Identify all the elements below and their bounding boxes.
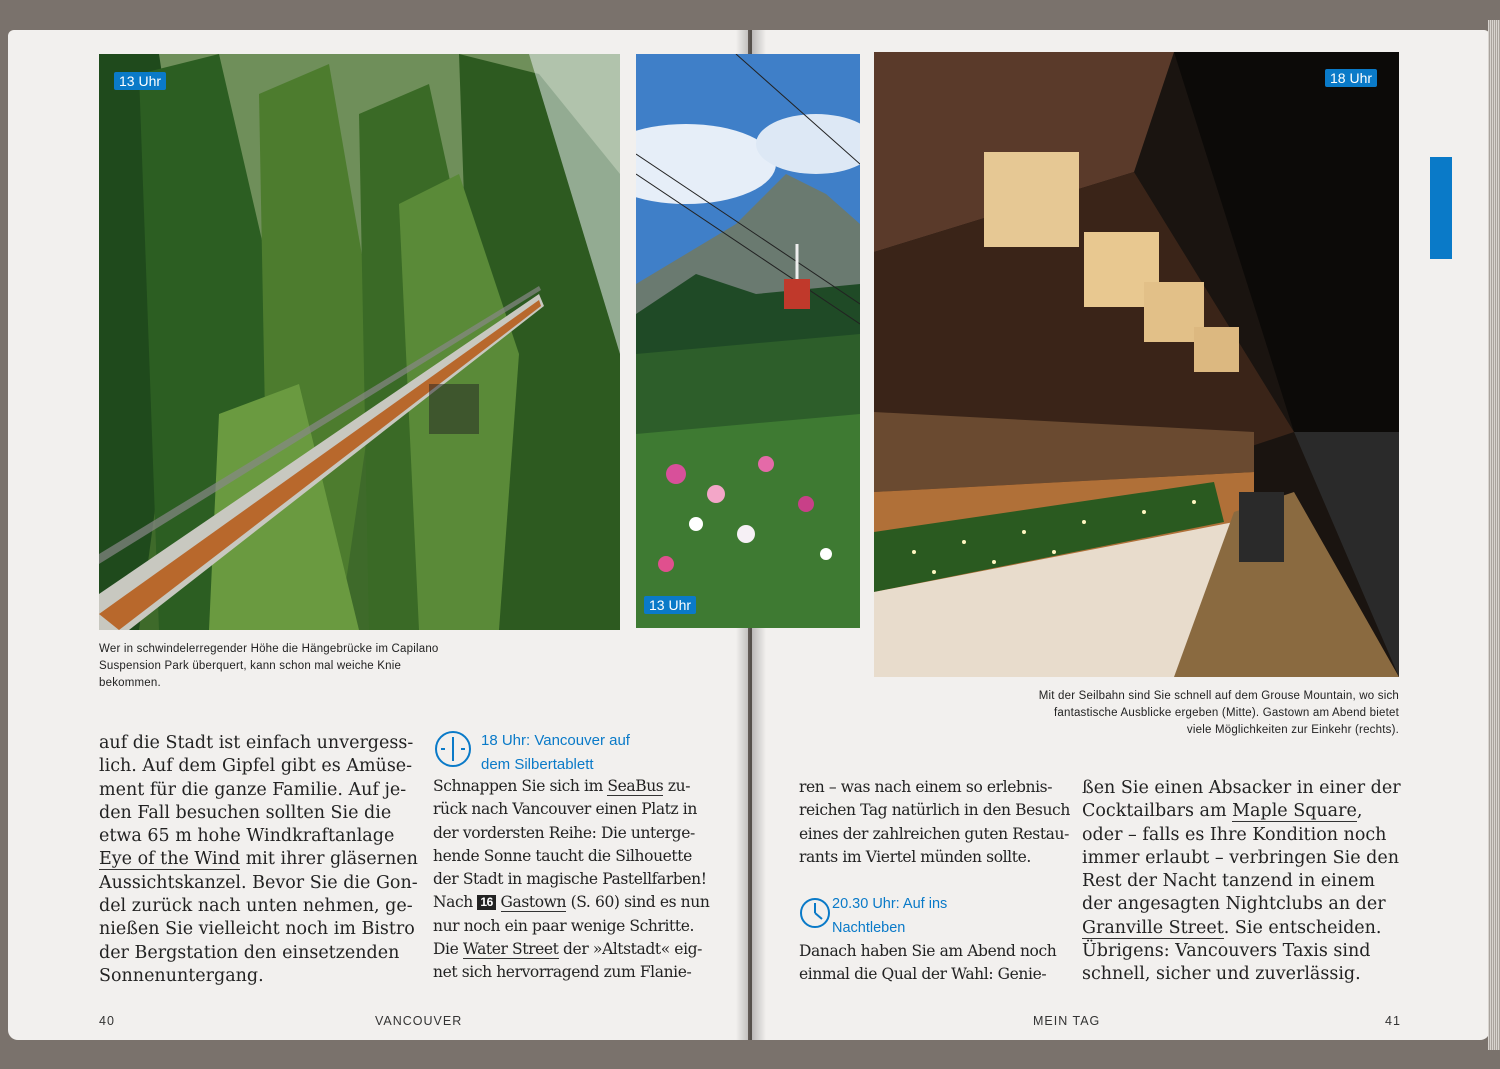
text-line (99, 848, 418, 871)
time-tag: 13 Uhr (644, 596, 696, 614)
caption-line: viele Möglichkeiten zur Einkehr (rechts). (1186, 724, 1399, 736)
text-fragment: Schnappen Sie sich im (433, 777, 608, 795)
text-line: Aussichtskanzel. Bevor Sie die Gon- (99, 872, 418, 893)
link-gastown[interactable]: Gastown (500, 893, 567, 912)
column-3-text (799, 776, 1070, 869)
text-fragment: Cocktailbars am (1082, 801, 1233, 822)
text-line: der vordersten Reihe: Die unterge- (433, 823, 695, 842)
caption-right (1039, 688, 1399, 739)
text-line: Sonnenuntergang. (99, 965, 264, 986)
text-line: auf die Stadt ist einfach unvergess- (99, 733, 414, 753)
page-edges (1488, 20, 1500, 1050)
text-line: oder – falls es Ihre Kondition noch (1082, 824, 1387, 845)
sight-number-badge: 16 (477, 895, 496, 910)
caption-line: Wer in schwindelerregender Höhe die Hängebrücke im Capilano (99, 643, 439, 655)
heading-line: 20.30 Uhr: Auf ins (832, 896, 948, 912)
text-line (433, 938, 709, 961)
text-line: rück nach Vancouver einen Platz in (433, 800, 697, 819)
clock-icon (799, 894, 831, 932)
text-fragment: , (1356, 801, 1363, 822)
text-line: reichen Tag natürlich in den Besuch (799, 801, 1070, 820)
photo-gastown-night (874, 52, 1399, 677)
text-line: etwa 65 m hohe Windkraftanlage (99, 826, 395, 847)
heading-line: 18 Uhr: Vancouver auf (481, 732, 630, 749)
text-fragment: der »Altstadt« eig- (558, 940, 702, 959)
text-fragment: mit ihrer gläsernen (240, 849, 418, 870)
heading-line: Nachtleben (832, 919, 906, 936)
column-2-text (433, 775, 709, 985)
text-line: ßen Sie einen Absacker in einer der (1082, 778, 1401, 798)
text-fragment: (S. 60) sind es nun (566, 893, 710, 912)
text-fragment: zu- (663, 777, 691, 795)
text-line: Danach haben Sie am Abend noch (799, 942, 1057, 960)
column-3-text-continued (799, 940, 1056, 987)
text-line: nur noch ein paar wenige Schritte. (433, 916, 694, 935)
text-fragment: . Sie entscheiden. (1223, 917, 1382, 938)
time-tag: 18 Uhr (1325, 69, 1377, 87)
running-title-left: VANCOUVER (375, 1014, 463, 1028)
text-line: immer erlaubt – verbringen Sie den (1082, 847, 1399, 868)
text-fragment (496, 893, 501, 911)
photo-gondola (636, 54, 860, 628)
clock-icon (433, 730, 475, 768)
section-heading-18-uhr (481, 729, 630, 776)
text-line: ren – was nach einem so erlebnis- (799, 778, 1053, 796)
link-seabus[interactable]: SeaBus (607, 777, 664, 795)
text-fragment: Die (433, 940, 463, 959)
text-line: der Bergstation den einsetzenden (99, 942, 400, 963)
running-title-right: MEIN TAG (1033, 1014, 1101, 1028)
link-eye-of-the-wind[interactable]: Eye of the Wind (99, 849, 241, 870)
time-tag: 13 Uhr (114, 72, 166, 90)
text-line: den Fall besuchen sollten Sie die (99, 802, 392, 823)
text-line (1082, 917, 1401, 940)
photo-suspension-bridge (99, 54, 620, 630)
caption-line: fantastische Ausblicke ergeben (Mitte). Gastown am Abend bietet (1053, 707, 1399, 719)
page-number-right: 41 (1385, 1014, 1401, 1028)
column-1-text (99, 732, 418, 988)
text-line: der Stadt in magische Pastellfarben! (433, 870, 707, 889)
link-water-street[interactable]: Water Street (462, 940, 559, 959)
caption-line: Mit der Seilbahn sind Sie schnell auf dem Grouse Mountain, wo sich (1038, 690, 1399, 702)
section-heading-2030-uhr (832, 893, 947, 940)
text-line: schnell, sicher und zuverlässig. (1082, 964, 1361, 985)
text-line: rants im Viertel münden sollte. (799, 847, 1031, 866)
chapter-thumb-tab (1430, 157, 1452, 259)
column-4-text (1082, 777, 1401, 987)
link-granville-street[interactable]: Granville Street (1082, 917, 1224, 938)
text-line: hende Sonne taucht die Silhouette (433, 846, 692, 865)
text-line (1082, 800, 1401, 823)
text-line: einmal die Qual der Wahl: Genie- (799, 965, 1047, 984)
link-maple-square[interactable]: Maple Square (1232, 801, 1357, 822)
text-line: eines der zahlreichen guten Restau- (799, 824, 1069, 843)
text-line: nießen Sie vielleicht noch im Bistro (99, 919, 415, 940)
text-line: der angesagten Nightclubs an der (1082, 894, 1386, 915)
text-line: ment für die ganze Familie. Auf je- (99, 779, 407, 800)
text-line (433, 775, 709, 798)
page-number-left: 40 (99, 1014, 115, 1028)
text-line (433, 891, 709, 914)
text-line: lich. Auf dem Gipfel gibt es Amüse- (99, 756, 413, 777)
text-line: net sich hervorragend zum Flanie- (433, 963, 692, 982)
caption-line: bekommen. (99, 677, 161, 689)
text-fragment: Nach (433, 893, 478, 912)
caption-line: Suspension Park überquert, kann schon mal weiche Knie (99, 660, 402, 672)
caption-left (99, 641, 439, 692)
text-line: Übrigens: Vancouvers Taxis sind (1082, 941, 1371, 962)
text-line: del zurück nach unten nehmen, ge- (99, 896, 413, 917)
text-line: Rest der Nacht tanzend in einem (1082, 871, 1375, 892)
heading-line: dem Silbertablett (481, 755, 594, 773)
